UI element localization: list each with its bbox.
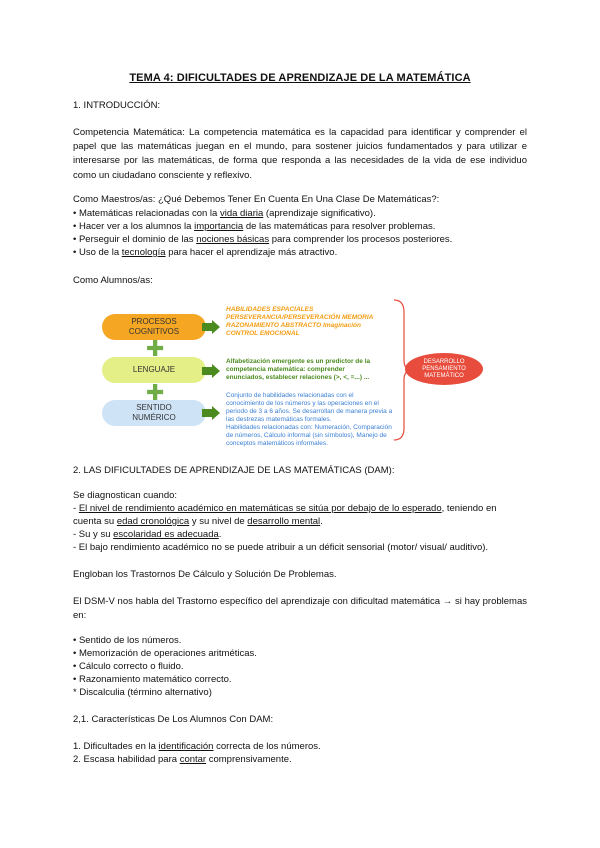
diagnostican-label: Se diagnostican cuando: xyxy=(73,490,178,501)
diag-criterion: - El bajo rendimiento académico no se puede atribuir a un déficit sensorial (motor/ visual/ auditivo). xyxy=(73,542,489,553)
competencia-paragraph: Competencia Matemática: La competencia matemática es la capacidad para identificar y comprender el papel que las matemáticas juegan en el mundo, para sostener juicios fundamentados y para utilizar e interesarse por las matemáticas, de forma que responda a las necesidades de la vida de ese individuo como un ciudadano consciente y reflexivo. xyxy=(73,127,527,181)
problema-item: • Razonamiento matemático correcto. xyxy=(73,674,232,685)
page-title: TEMA 4: DIFICULTADES DE APRENDIZAJE DE LA MATEMÁTICA xyxy=(129,72,471,84)
diag-criterion: - El nivel de rendimiento académico en matemáticas se sitúa por debajo de lo esperado, teniendo en xyxy=(73,503,497,514)
plus-icon: ✚ xyxy=(146,380,165,405)
arrows-group xyxy=(200,320,222,440)
problema-item: • Sentido de los números. xyxy=(73,635,182,646)
maestros-item: • Perseguir el dominio de las nociones básicas para comprender los procesos posteriores. xyxy=(73,234,453,245)
pill-procesos-cognitivos: PROCESOS COGNITIVOS xyxy=(102,314,206,340)
diag-criterion: - Su y su escolaridad es adecuada. xyxy=(73,529,222,540)
maestros-item: • Matemáticas relacionadas con la vida diaria (aprendizaje significativo). xyxy=(73,208,376,219)
alumnos-diagram xyxy=(100,296,520,447)
maestros-item: • Hacer ver a los alumnos la importancia de las matemáticas para resolver problemas. xyxy=(73,221,436,232)
right-arrow-icon xyxy=(202,320,220,334)
caracteristicas-heading: 2,1. Características De Los Alumnos Con DAM: xyxy=(73,714,274,725)
plus-icon: ✚ xyxy=(146,336,165,361)
problema-item: * Discalculia (término alternativo) xyxy=(73,687,212,698)
intro-heading: 1. INTRODUCCIÓN: xyxy=(73,100,161,111)
dam-heading: 2. LAS DIFICULTADES DE APRENDIZAJE DE LAS MATEMÁTICAS (DAM): xyxy=(73,465,395,476)
engloban-text: Engloban los Trastornos De Cálculo y Solución De Problemas. xyxy=(73,569,337,580)
sentido-details: Conjunto de habilidades relacionadas con el conocimiento de los números y las operaciones en el periodo de 3 a 6 años. Se desarrollan de manera previa a las destrezas matemáticas formales. Habilidades relacionadas con: Numeración, Comparación de números, Cálculo informal (sin símbolos), Manejo de conceptos matemáticos informales. xyxy=(226,392,393,447)
diag-criterion: cuenta su edad cronológica y su nivel de desarrollo mental. xyxy=(73,516,323,527)
alumnos-heading: Como Alumnos/as: xyxy=(73,275,153,286)
maestros-item: • Uso de la tecnología para hacer el aprendizaje más atractivo. xyxy=(73,247,338,258)
problema-item: • Cálculo correcto o fluido. xyxy=(73,661,184,672)
problema-item: • Memorización de operaciones aritméticas. xyxy=(73,648,257,659)
right-arrow-icon xyxy=(202,406,220,420)
pill-lenguaje: LENGUAJE xyxy=(102,357,206,383)
maestros-heading: Como Maestros/as: ¿Qué Debemos Tener En Cuenta En Una Clase De Matemáticas?: xyxy=(73,194,440,205)
desarrollo-pensamiento-badge: DESARROLLO PENSAMIENTO MATEMÁTICO xyxy=(405,353,483,385)
procesos-details: HABILIDADES ESPACIALES PERSEVERANCIA/PERSEVERACIÓN MEMORIA RAZONAMIENTO ABSTRACTO Imaginación CONTROL EMOCIONAL xyxy=(226,306,374,337)
lenguaje-details: Alfabetización emergente es un predictor de la competencia matemática: comprender enunciados, establecer relaciones (>, <, =...) ... xyxy=(226,358,371,381)
dsm-paragraph: El DSM-V nos habla del Trastorno específico del aprendizaje con dificultad matemática → si hay problemas en: xyxy=(73,596,527,622)
right-arrow-icon xyxy=(202,364,220,378)
caracteristica-item: 1. Dificultades en la identificación correcta de los números. xyxy=(73,741,321,752)
pill-sentido-numerico: SENTIDO NUMÉRICO xyxy=(102,400,206,426)
caracteristica-item: 2. Escasa habilidad para contar comprensivamente. xyxy=(73,754,292,765)
